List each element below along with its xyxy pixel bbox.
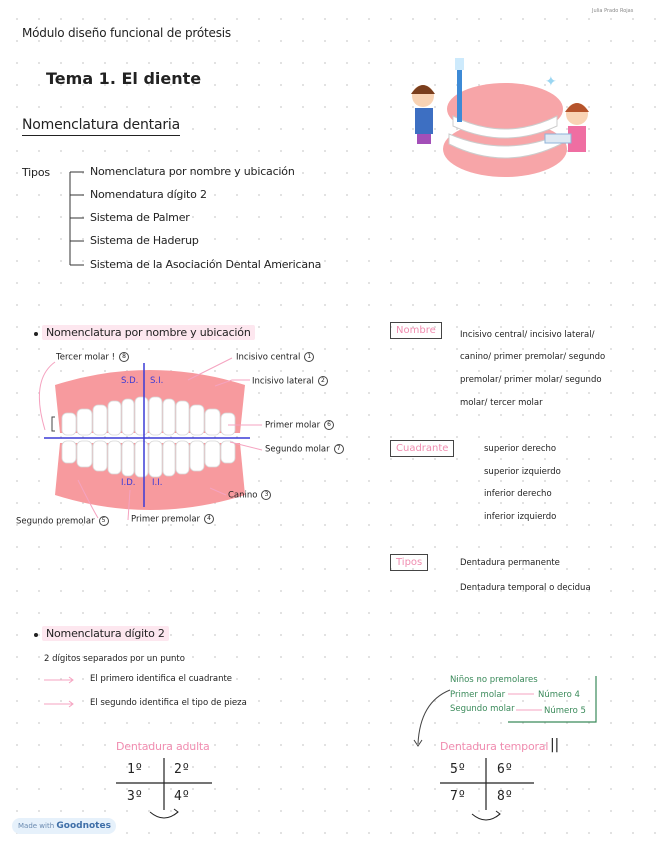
sparkle-icon: ✦ [545, 74, 557, 90]
toothbrush-handle [457, 62, 462, 122]
ninos-row1-label: Primer molar [450, 690, 506, 700]
adulta-label: Dentadura adulta [116, 740, 210, 753]
cuadrante-line: inferior izquierdo [484, 512, 557, 522]
nombre-box: Nombre [390, 322, 442, 339]
tipos-line: Dentadura permanente [460, 558, 560, 568]
label-primer-premolar: Primer premolar 4 [131, 514, 214, 525]
kids-teeth-illustration [405, 54, 610, 184]
adulta-q4: 4º [174, 789, 190, 804]
leader-lines [0, 340, 360, 540]
adulta-q3: 3º [127, 789, 143, 804]
tipo-item: Sistema de la Asociación Dental Americana [90, 258, 322, 271]
temporal-mark: || [550, 737, 560, 753]
section-title: Nomenclatura dentaria [22, 117, 180, 136]
tipos-box: Tipos [390, 554, 428, 571]
temporal-q6: 6º [497, 762, 513, 777]
tipo-item: Nomenclatura por nombre y ubicación [90, 165, 295, 178]
label-segundo-premolar: Segundo premolar 5 [16, 516, 109, 527]
toothpaste-tube [545, 134, 571, 143]
girl-hair-left [411, 85, 435, 94]
sec2-intro: 2 dígitos separados por un punto [44, 654, 185, 664]
toothbrush-head [455, 58, 464, 70]
temporal-label: Dentadura temporal [440, 740, 549, 753]
cuadrante-line: superior izquierdo [484, 467, 561, 477]
nombre-line: Incisivo central/ incisivo lateral/ [460, 330, 595, 340]
label-primer-molar: Primer molar 6 [265, 420, 334, 431]
cuadrante-box: Cuadrante [390, 440, 454, 457]
bullet [34, 332, 38, 336]
sec2-arrows [42, 672, 82, 712]
cuadrante-line: superior derecho [484, 444, 557, 454]
temporal-q8: 8º [497, 789, 513, 804]
tipo-item: Sistema de Palmer [90, 211, 190, 224]
ninos-title: Niños no premolares [450, 675, 538, 685]
tipos-line: Dentadura temporal o decidua [460, 583, 591, 593]
sec2-heading: Nomenclatura dígito 2 [42, 626, 169, 641]
sec2-line1: El primero identifica el cuadrante [90, 674, 233, 684]
nombre-line: premolar/ primer molar/ segundo [460, 375, 602, 385]
adulta-q1: 1º [127, 762, 143, 777]
ninos-row2-value: Número 5 [544, 706, 586, 716]
ninos-row1-value: Número 4 [538, 690, 580, 700]
sec2-line2: El segundo identifica el tipo de pieza [90, 698, 247, 708]
tipo-item: Sistema de Haderup [90, 234, 199, 247]
tema-title: Tema 1. El diente [46, 69, 202, 88]
label-tercer-molar: Tercer molar ! 8 [56, 352, 129, 363]
nombre-line: molar/ tercer molar [460, 398, 543, 408]
cuadrante-line: inferior derecho [484, 489, 552, 499]
nombre-line: canino/ primer premolar/ segundo [460, 352, 606, 362]
bullet [34, 633, 38, 637]
goodnotes-badge[interactable]: Made with Goodnotes [12, 818, 116, 834]
girl-skirt-left [417, 134, 431, 144]
quadrant-si: S.I. [150, 376, 164, 386]
girl-body-left [415, 108, 433, 134]
sec1-heading: Nomenclatura por nombre y ubicación [42, 325, 255, 340]
temporal-q5: 5º [450, 762, 466, 777]
quadrant-ii: I.I. [152, 478, 163, 488]
temporal-q7: 7º [450, 789, 466, 804]
tipo-item: Nomendatura dígito 2 [90, 188, 207, 201]
label-incisivo-central: Incisivo central 1 [236, 352, 314, 363]
quadrant-sd: S.D. [121, 376, 139, 386]
quadrant-id: I.D. [121, 478, 136, 488]
label-segundo-molar: Segundo molar 7 [265, 444, 344, 455]
author-name: Julia Prado Rojas [592, 8, 634, 14]
label-incisivo-lateral: Incisivo lateral 2 [252, 376, 328, 387]
label-canino: Canino 3 [228, 490, 271, 501]
tipos-label: Tipos [22, 166, 50, 179]
module-title: Módulo diseño funcional de prótesis [22, 26, 231, 40]
girl-hair-right [565, 103, 589, 112]
ninos-row2-label: Segundo molar [450, 704, 515, 714]
adulta-q2: 2º [174, 762, 190, 777]
